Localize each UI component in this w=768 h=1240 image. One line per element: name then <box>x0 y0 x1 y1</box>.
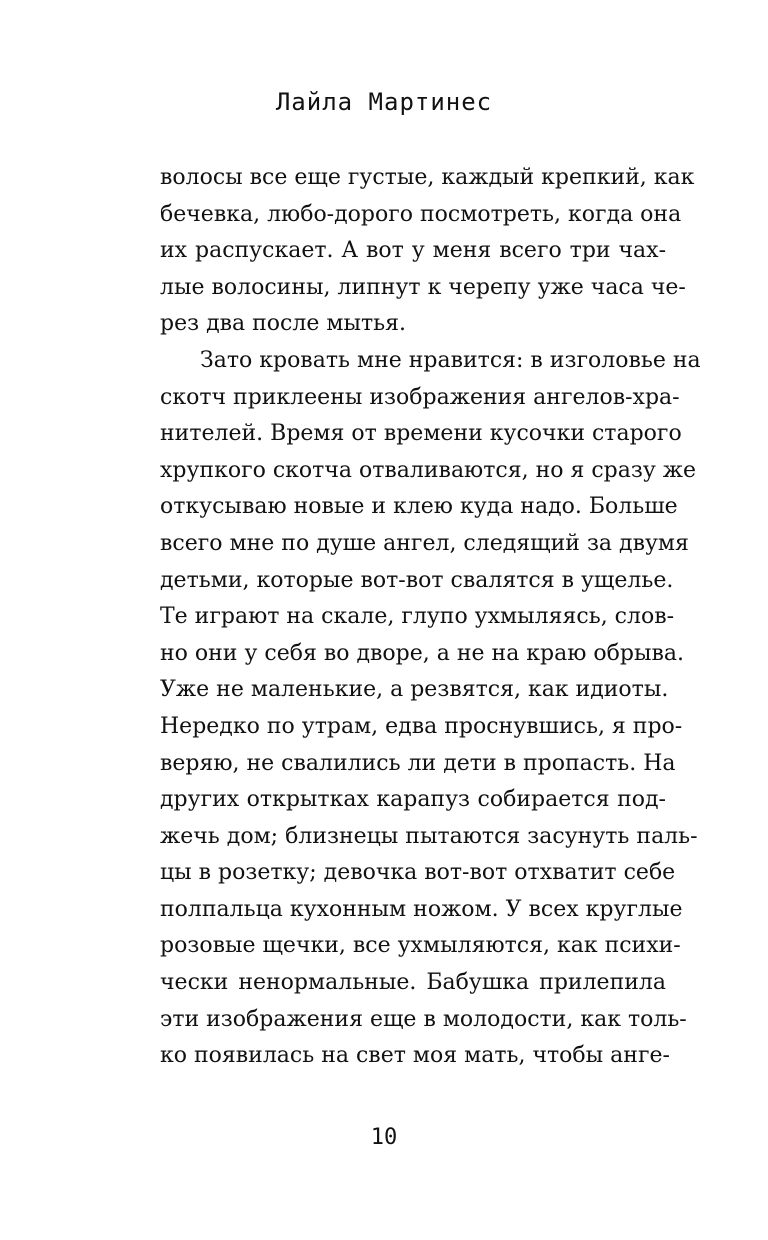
text-line: но они у себя во дворе, а не на краю обрыва. <box>160 640 684 666</box>
text-line: Те играют на скале, глупо ухмыляясь, слов- <box>160 604 675 630</box>
text-line: розовые щечки, все ухмыляются, как психи- <box>160 933 681 959</box>
text-line: Нередко по утрам, едва проснувшись, я про- <box>160 713 683 739</box>
text-line: нителей. Время от времени кусочки старого <box>160 421 682 447</box>
text-line: жечь дом; близнецы пытаются засунуть паль- <box>160 823 698 849</box>
running-head-author: Лайла Мартинес <box>275 88 493 116</box>
text-line: рез два после мытья. <box>160 311 406 337</box>
text-line: скотч приклеены изображения ангелов-хра- <box>160 384 680 410</box>
text-line: цы в розетку; девочка вот-вот отхватит себе <box>160 860 676 886</box>
page-number: 10 <box>370 1125 398 1150</box>
text-line: других открытках карапуз собирается под- <box>160 787 666 813</box>
text-line: эти изображения еще в молодости, как толь- <box>160 1006 687 1032</box>
text-line: хрупкого скотча отваливаются, но я сразу же <box>160 457 697 483</box>
text-line-paragraph-start: Зато кровать мне нравится: в изголовье на <box>200 347 701 373</box>
text-line: чески ненормальные. Бабушка прилепила <box>160 970 666 996</box>
text-line: ко появилась на свет моя мать, чтобы анге- <box>160 1043 670 1069</box>
body-text <box>160 160 701 1075</box>
text-line: всего мне по душе ангел, следящий за двумя <box>160 530 689 556</box>
text-line: откусываю новые и клею куда надо. Больше <box>160 494 678 520</box>
text-line: их распускает. А вот у меня всего три чах- <box>160 238 666 264</box>
text-line: лые волосины, липнут к черепу уже часа че- <box>160 274 686 300</box>
text-line: Уже не маленькие, а резвятся, как идиоты. <box>160 677 669 703</box>
text-line: волосы все еще густые, каждый крепкий, как <box>160 165 695 190</box>
text-line: веряю, не свалились ли дети в пропасть. На <box>160 750 676 776</box>
text-line: детьми, которые вот-вот свалятся в ущелье. <box>160 567 674 593</box>
text-line: бечевка, любо-дорого посмотреть, когда она <box>160 201 682 227</box>
text-line: полпальца кухонным ножом. У всех круглые <box>160 896 683 922</box>
